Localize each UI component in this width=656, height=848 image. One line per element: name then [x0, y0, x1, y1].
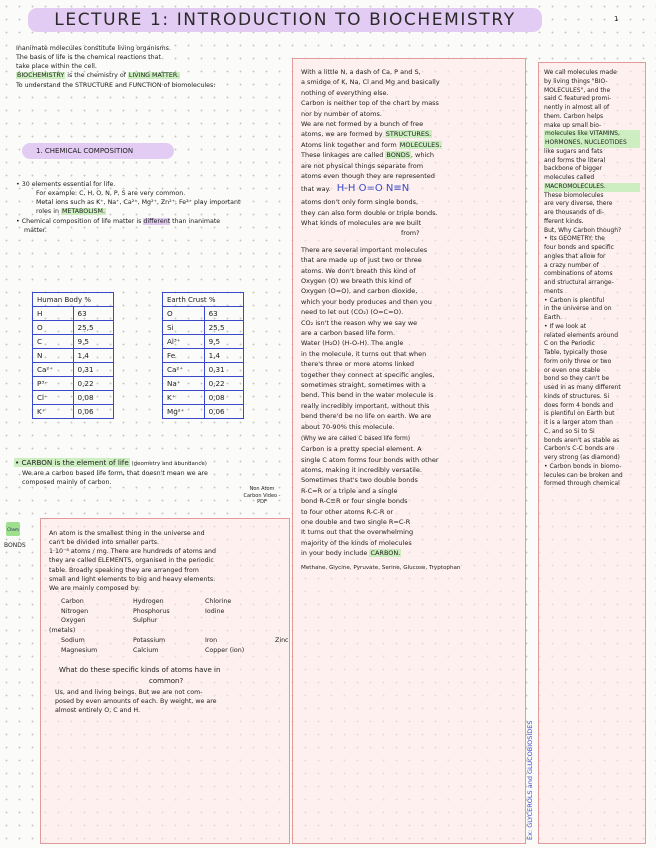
element-cell: K⁺: [163, 391, 205, 405]
grid-row: [61, 597, 281, 607]
grid-cell: Potassium: [133, 636, 166, 644]
composition-line: [16, 217, 296, 226]
composition-line: • 30 elements essential for life.: [16, 181, 116, 188]
box2-line: together they connect at specific angles,: [301, 370, 435, 379]
percent-cell: 0,06: [73, 405, 113, 419]
box2-line: atoms even though they are represented: [301, 171, 435, 180]
box3-line: MACROMOLECULES.: [544, 183, 640, 192]
box3-line: like sugars and fats: [544, 147, 603, 155]
biochemistry-term: BIOCHEMISTRY: [17, 72, 65, 80]
grid-row: [61, 616, 281, 626]
table-header: Human Body %: [33, 293, 114, 307]
box2-line: (Why we are called C based life form): [301, 435, 411, 442]
box1-line: small and light elements to big and heavy elements.: [49, 575, 216, 583]
grid-cell: Oxygen: [61, 617, 86, 625]
box3-line: molecules called: [544, 174, 595, 181]
box1-line: almost entirely O, C and H.: [55, 706, 141, 714]
composition-text: • Chemical composition of life matter is: [16, 217, 144, 225]
grid-cell: Hydrogen: [133, 597, 164, 605]
table-row: [163, 307, 244, 321]
composition-text: than inanimate: [170, 217, 221, 225]
bond-formulas: H-H O=O N≡N: [336, 183, 410, 195]
box3-line: a crazy number of: [544, 261, 599, 269]
table-row: [163, 391, 244, 405]
question-line: common?: [149, 676, 184, 685]
box3-line: very strong (as diamond): [544, 454, 620, 461]
grid-cell: [205, 616, 275, 626]
box2-text: that way.: [301, 185, 331, 194]
video-note: Non Atom Carbon Video - PDF: [243, 486, 281, 505]
carbon-block: [14, 458, 299, 487]
element-cell: Ca²⁺: [163, 363, 205, 377]
box3-line: and structural arrange-: [544, 279, 614, 286]
box3-line: combinations of atoms: [544, 270, 613, 278]
element-cell: N: [33, 349, 74, 363]
box3-line: or even one stable: [544, 366, 601, 374]
living-matter-term: LIVING MATTER.: [128, 72, 180, 80]
box2-line: It turns out that the overwhelming: [301, 528, 414, 537]
box3-line: Earth.: [544, 314, 562, 321]
box2-line: are a carbon based life form.: [301, 328, 396, 337]
box3-line: form only three or two: [544, 357, 612, 365]
percent-cell: 0,31: [204, 363, 243, 377]
box2-line: atoms don't only form single bonds,: [301, 198, 419, 207]
grid-row: [61, 646, 281, 656]
table-row: [33, 391, 114, 405]
carbon-term: CARBON.: [370, 549, 401, 558]
box2-line: sometimes straight, sometimes with a: [301, 380, 426, 389]
table-row: [163, 349, 244, 363]
box3-line: it is a larger atom than: [544, 419, 613, 426]
percent-cell: 0,08: [204, 391, 243, 405]
box3-line: C, and so Si to Si: [544, 427, 595, 435]
box2-line: There are several important molecules: [301, 245, 428, 254]
box3-line: them. Carbon helps: [544, 112, 604, 120]
element-cell: Ca²⁺: [33, 363, 74, 377]
grid-cell: Chlorine: [205, 597, 232, 605]
table-header: Earth Crust %: [163, 293, 244, 307]
box2-line: With a little N, a dash of Ca, P and S,: [301, 68, 421, 76]
box3-line: • Its GEOMETRY: the: [544, 235, 605, 243]
box2-text: These linkages are called: [301, 151, 386, 160]
table-row: [33, 349, 114, 363]
box2-line: Oxygen (O) we breath this kind of: [301, 277, 412, 286]
box3-line: and forms the literal: [544, 156, 606, 164]
box2-line: a smidge of K, Na, Cl and Mg and basically: [301, 78, 440, 87]
box3-line: MOLECULES", and the: [544, 86, 611, 94]
grid-row: [61, 607, 281, 617]
bonds-term: BONDS: [386, 151, 410, 160]
element-cell: O: [33, 321, 74, 335]
metabolism-term: METABOLISM.: [61, 208, 105, 216]
box3-line: ments: [544, 287, 563, 295]
table-row: [33, 377, 114, 391]
table-row: [163, 335, 244, 349]
box3-line: angles that allow for: [544, 252, 606, 260]
element-cell: C: [33, 335, 74, 349]
box3-line: fferent kinds.: [544, 217, 584, 225]
chem-sticker-icon: Chem: [6, 522, 20, 536]
table-row: [33, 321, 114, 335]
box2-line: one double and two single R=C-R: [301, 517, 411, 526]
percent-cell: 1,4: [204, 349, 243, 363]
composition-line: matter.: [24, 226, 47, 234]
different-term: different: [143, 217, 171, 225]
percent-cell: 9,5: [73, 335, 113, 349]
box2-line: [301, 548, 517, 558]
box3-line: lecules can be broken and: [544, 471, 623, 479]
atoms-note-box: [40, 518, 290, 844]
element-cell: O: [163, 307, 205, 321]
box3-line: Table, typically those: [544, 349, 608, 356]
biomolecules-note-box: [538, 62, 646, 844]
carbon-element-of-life: • CARBON is the element of life: [15, 458, 129, 467]
box1-line: 1·10⁻⁸ atoms / mg. There are hundreds of atoms and: [49, 548, 217, 556]
box3-line: used in as many different: [544, 384, 621, 391]
composition-text: roles in: [36, 208, 61, 216]
box2-line: [301, 129, 517, 139]
element-cell: K⁺: [33, 405, 74, 419]
intro-line: Inanimate molecules constitute living organisms.: [16, 45, 171, 52]
percent-cell: 25,5: [204, 321, 243, 335]
box2-line: to four other atoms R-C-R or: [301, 507, 394, 516]
box2-line: are not physical things separate from: [301, 161, 424, 170]
question-line: What do these specific kinds of atoms have in: [59, 666, 221, 675]
box3-line: is plentiful on Earth but: [544, 410, 615, 418]
box2-line: in the molecule, it turns out that when: [301, 349, 427, 358]
box2-line: from?: [401, 229, 420, 238]
box3-line: But, Why Carbon though?: [544, 226, 622, 234]
grid-row: [61, 636, 289, 646]
table-row: [163, 321, 244, 335]
box2-line: bend there'd be no life on earth. We are: [301, 412, 432, 421]
box2-line: bond R-C≡R or four single bonds: [301, 497, 408, 506]
molecules-note-box: [292, 58, 526, 844]
table-row: [33, 307, 114, 321]
box3-line: These biomolecules: [544, 191, 604, 199]
box2-line: single C atom forms four bonds with other: [301, 455, 439, 464]
box2-line: bend. This bend in the water molecule is: [301, 391, 434, 400]
element-cell: H: [33, 307, 74, 321]
grid-cell: Copper (ion): [205, 646, 245, 654]
box2-text: Atoms link together and form: [301, 140, 399, 149]
box3-line: bond so they can't be: [544, 375, 610, 383]
molecule-examples: Methane, Glycine, Pyruvate, Serine, Glucose, Tryptophan: [301, 565, 461, 572]
intro-text: is the chemistry of: [65, 72, 128, 80]
element-cell: Cl⁻: [33, 391, 74, 405]
element-cell: Mg²⁺: [163, 405, 205, 419]
box2-line: atoms, making it incredibly versatile.: [301, 465, 422, 474]
box3-line: are very diverse, there: [544, 200, 613, 208]
box2-line: Water (H₂O) (H-O-H). The angle: [301, 339, 404, 348]
grid-cell: Carbon: [61, 597, 84, 605]
box3-line: HORMONES, NUCLEOTIDES: [544, 139, 640, 148]
intro-line: To understand the STRUCTURE and FUNCTION of biomolecules:: [16, 81, 216, 89]
table-row: [163, 363, 244, 377]
box3-line: backbone of bigger: [544, 165, 603, 173]
structures-term: STRUCTURES.: [385, 130, 432, 139]
box2-line: need to let out (CO₂) (O=C=O).: [301, 308, 404, 317]
page-number: 1: [614, 15, 619, 23]
box1-line: An atom is the smallest thing in the universe and: [49, 530, 205, 537]
lecture-title: LECTURE 1: INTRODUCTION TO BIOCHEMISTRY: [54, 10, 516, 30]
box2-line: nothing of everything else.: [301, 88, 389, 97]
percent-cell: 0,22: [73, 377, 113, 391]
box2-line: atoms. We don't breath this kind of: [301, 266, 416, 275]
intro-block: [16, 44, 296, 90]
table-row: [33, 335, 114, 349]
carbon-heading: [14, 458, 299, 469]
percent-cell: 25,5: [73, 321, 113, 335]
box1-line: Us, and and living beings. But we are not com-: [55, 688, 203, 696]
carbon-line: composed mainly of carbon.: [22, 479, 112, 487]
box3-line: molecules like VITAMINS,: [544, 130, 640, 139]
box1-line: can't be divided into smaller parts.: [49, 539, 159, 547]
box3-line: Carbon's C-C bonds are: [544, 445, 615, 453]
box1-line: We are mainly composed by:: [49, 584, 140, 592]
box2-line: [301, 181, 517, 197]
composition-line: Metal ions such as K⁺, Na⁺, Ca²⁺, Mg²⁺, Zn²⁺, Fe²⁺ play important: [36, 199, 241, 207]
box3-line: make up small bio-: [544, 121, 602, 129]
grid-cell: Zinc: [275, 636, 289, 644]
element-cell: Fe: [163, 349, 205, 363]
grid-cell: Sulphur: [133, 617, 158, 625]
percent-cell: 63: [204, 307, 243, 321]
element-cell: Si: [163, 321, 205, 335]
vertical-side-note: Ex: GLYCEROLS and GLUCOBIOSIDES: [526, 720, 534, 840]
intro-line: The basis of life is the chemical reactions that: [16, 54, 161, 62]
box2-line: Carbon is neither top of the chart by mass: [301, 99, 439, 108]
table-row: [163, 405, 244, 419]
box2-line: about 70-90% this molecule.: [301, 422, 395, 431]
grid-cell: Magnesium: [61, 646, 98, 654]
grid-cell: Phosphorus: [133, 607, 170, 615]
intro-line: [16, 71, 296, 80]
percent-cell: 0,08: [73, 391, 113, 405]
percent-cell: 0,31: [73, 363, 113, 377]
box2-text: , which: [410, 151, 434, 160]
box1-line: posed by even amounts of each. By weight, we are: [55, 697, 217, 705]
grid-cell: Calcium: [133, 646, 159, 654]
box2-line: We are not formed by a bunch of free: [301, 119, 424, 128]
grid-cell: Iron: [205, 636, 218, 644]
box3-line: related elements around: [544, 331, 619, 339]
grid-cell: [193, 626, 263, 636]
element-cell: Na⁺: [163, 377, 205, 391]
composition-line: [16, 207, 296, 216]
box3-line: bonds aren't as stable as: [544, 436, 620, 444]
box2-line: Sometimes that's two double bonds: [301, 476, 418, 485]
box2-text: in your body include: [301, 549, 370, 558]
box3-line: • If we look at: [544, 322, 587, 330]
box2-line: there's three or more atoms linked: [301, 360, 414, 369]
composition-line: For example: C, H, O, N, P, S are very common.: [36, 190, 186, 198]
carbon-line: We are a carbon based life form, that doesn't mean we are: [22, 469, 208, 477]
bonds-label: BONDS: [4, 542, 26, 549]
carbon-geometry-note: (geometry and abundance): [129, 461, 207, 467]
elements-grid: [49, 597, 289, 656]
box3-line: does form 4 bonds and: [544, 401, 614, 409]
box2-line: which your body produces and then you: [301, 297, 432, 306]
box2-line: they can also form double or triple bonds.: [301, 208, 438, 217]
box3-line: nently in almost all of: [544, 104, 610, 111]
box2-line: [301, 140, 517, 150]
intro-line: take place within the cell.: [16, 63, 97, 71]
box2-line: R-C=R or a triple and a single: [301, 486, 398, 495]
table-row: [163, 377, 244, 391]
box2-line: CO₂ isn't the reason why we say we: [301, 318, 418, 327]
box2-line: Carbon is a pretty special element. A: [301, 445, 422, 454]
section-heading-chemical-composition: 1. CHEMICAL COMPOSITION: [22, 143, 174, 159]
box3-line: • Carbon bonds in biomo-: [544, 462, 622, 470]
box1-line: they are called ELEMENTS, organised in the periodic: [49, 557, 214, 565]
grid-cell: (metals): [49, 627, 76, 635]
box2-text: atoms, we are formed by: [301, 130, 385, 139]
percent-cell: 0,06: [204, 405, 243, 419]
box3-line: kinds of structures. Si: [544, 392, 610, 400]
box3-line: are thousands of di-: [544, 209, 605, 216]
table-row: [33, 363, 114, 377]
table-row: [33, 405, 114, 419]
box3-line: We call molecules made: [544, 69, 617, 76]
grid-row: [49, 626, 281, 636]
box1-line: table. Broadly speaking they are arranged from: [49, 566, 199, 574]
grid-cell: Sodium: [61, 636, 85, 644]
box3-line: by living things "BIO-: [544, 77, 608, 85]
grid-cell: [121, 626, 193, 636]
box2-line: really incredibly important, without this: [301, 401, 430, 410]
box3-line: in the universe and on: [544, 305, 612, 313]
percent-cell: 9,5: [204, 335, 243, 349]
box3-line: four bonds and specific: [544, 244, 614, 251]
box2-line: Oxygen (O=O), and carbon dioxide,: [301, 287, 418, 296]
box3-line: said C featured promi-: [544, 95, 612, 103]
grid-cell: Iodine: [205, 607, 225, 615]
element-cell: Al³⁺: [163, 335, 205, 349]
box2-line: nor by number of atoms.: [301, 109, 382, 118]
human-body-table: [32, 292, 114, 419]
grid-cell: Nitrogen: [61, 607, 89, 615]
box3-line: C on the Periodic: [544, 340, 595, 348]
lecture-title-banner: [28, 8, 542, 32]
box3-line: formed through chemical: [544, 480, 620, 488]
element-cell: P³⁻: [33, 377, 74, 391]
box3-line: • Carbon is plentiful: [544, 296, 605, 304]
molecules-term: MOLECULES.: [399, 140, 442, 149]
box2-line: What kinds of molecules are we built: [301, 219, 422, 228]
composition-block: [16, 180, 296, 235]
box2-line: majority of the kinds of molecules: [301, 538, 412, 547]
box2-line: that are made up of just two or three: [301, 256, 422, 265]
box2-line: [301, 150, 517, 160]
percent-cell: 63: [73, 307, 113, 321]
earth-crust-table: [162, 292, 244, 419]
percent-cell: 1,4: [73, 349, 113, 363]
percent-cell: 0,22: [204, 377, 243, 391]
